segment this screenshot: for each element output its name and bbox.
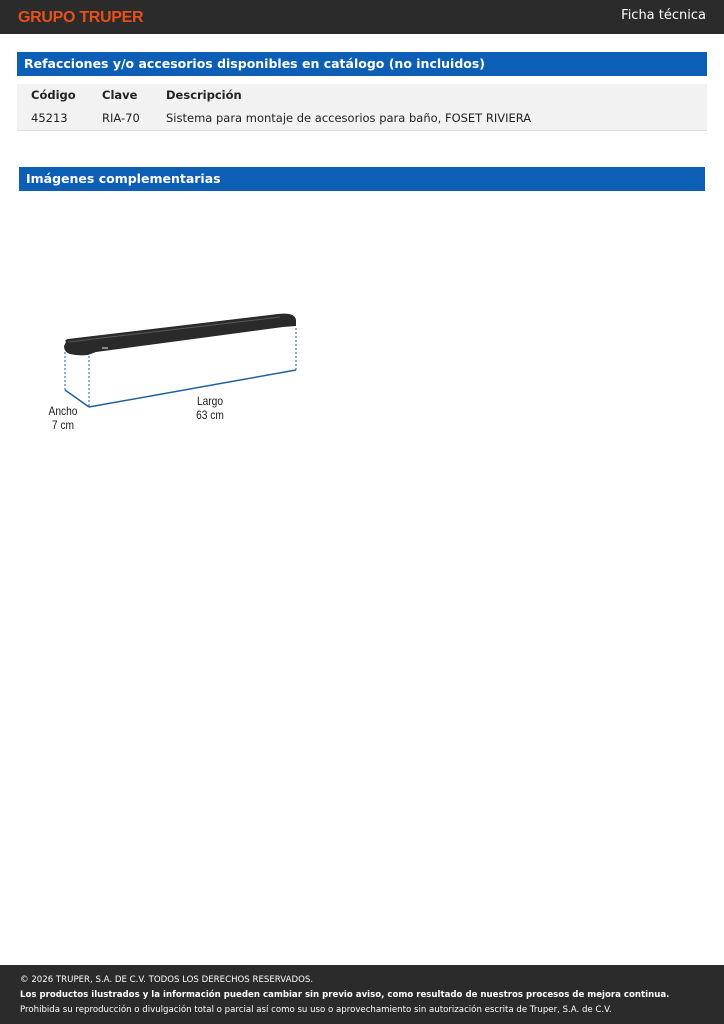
top-bar [0,0,724,34]
towel-bar-illustration [40,300,320,440]
ancho-value: 7 cm [51,418,75,432]
ancho-dimension-label [47,404,79,432]
towel-bar-shape [64,314,296,356]
column-header-descripcion: Descripción [166,88,242,102]
largo-label: Largo [196,394,224,408]
refacciones-table [17,84,707,131]
column-header-clave: Clave [102,88,138,102]
brand-tag [102,347,108,349]
ancho-label: Ancho [48,404,78,418]
imagenes-section-title: Imágenes complementarias [19,167,705,191]
document-type-label: Ficha técnica [621,8,706,23]
largo-value: 63 cm [196,408,224,422]
cell-clave: RIA-70 [102,111,140,125]
footer-prohibition: Prohibida su reproducción o divulgación total o parcial así como su uso o aprovechamiento sin autorización escrita de Truper, S.A. de C.V. [20,1005,612,1015]
footer [0,965,724,1024]
column-header-codigo: Código [31,88,76,102]
footer-copyright: © 2026 TRUPER, S.A. DE C.V. TODOS LOS DERECHOS RESERVADOS. [20,975,314,985]
refacciones-section-title: Refacciones y/o accesorios disponibles en catálogo (no incluidos) [17,52,707,76]
cell-codigo: 45213 [31,111,68,125]
footer-notice: Los productos ilustrados y la información pueden cambiar sin previo aviso, como resultado de nuestros procesos de mejora continua. [20,990,670,1000]
largo-dimension-label [193,394,227,422]
cell-descripcion: Sistema para montaje de accesorios para baño, FOSET RIVIERA [166,111,532,125]
truper-logo[interactable]: GRUPO TRUPER [18,9,144,26]
product-diagram [40,300,320,440]
